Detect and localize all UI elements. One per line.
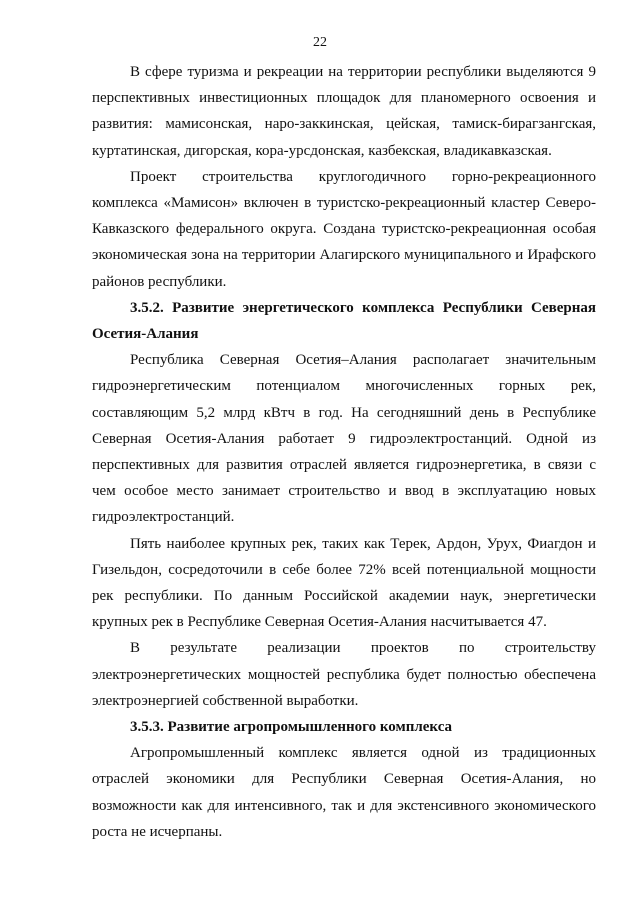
paragraph-agro-complex: Агропромышленный комплекс является одной из традиционных отраслей экономики для Республики Северная Осетия-Алания, но возможности как для интенсивного, так и для экстенсивного экономического роста не исчерпаны.: [92, 745, 596, 840]
paragraph-major-rivers: Пять наиболее крупных рек, таких как Терек, Ардон, Урух, Фиагдон и Гизельдон, сосредоточили в себе более 72% всей потенциальной мощности рек республики. По данным Российской академии наук, энергетически крупных рек в Республике Северная Осетия-Алания насчитывается 47.: [92, 535, 596, 631]
paragraph-tourism-sites: В сфере туризма и рекреации на территории республики выделяются 9 перспективных инвестиционных площадок для планомерного освоения и развития: мамисонская, наро-заккинская, цейская, тамиск-бирагзангская, куртатинская, дигорская, кора-урсдонская, казбекская, владикавказская.: [92, 64, 596, 159]
section-heading-energy: 3.5.2. Развитие энергетического комплекса Республики Северная Осетия-Алания: [92, 299, 596, 343]
paragraph-energy-projects: В результате реализации проектов по строительству электроэнергетических мощностей республика будет полностью обеспечена электроэнергией собственной выработки.: [92, 640, 596, 709]
page-content: [92, 59, 596, 845]
page-number: 22: [313, 35, 327, 50]
paragraph-mamison-project: Проект строительства круглогодичного горно-рекреационного комплекса «Мамисон» включен в туристско-рекреационный кластер Северо-Кавказского федерального округа. Создана туристско-рекреационная особая экономическая зона на территории Алагирского муниципального и Ирафского районов республики.: [92, 168, 596, 290]
section-heading-agro: 3.5.3. Развитие агропромышленного комплекса: [130, 719, 453, 736]
paragraph-hydro-potential: Республика Северная Осетия–Алания располагает значительным гидроэнергетическим потенциалом многочисленных горных рек, составляющим 5,2 млрд кВтч в год. На сегодняшний день в Республике Северная Осетия-Алания работает 9 гидроэлектростанций. Одной из перспективных для развития отраслей является гидроэнергетика, в связи с чем особое место занимает строительство и ввод в эксплуатацию новых гидроэлектростанций.: [92, 352, 596, 526]
